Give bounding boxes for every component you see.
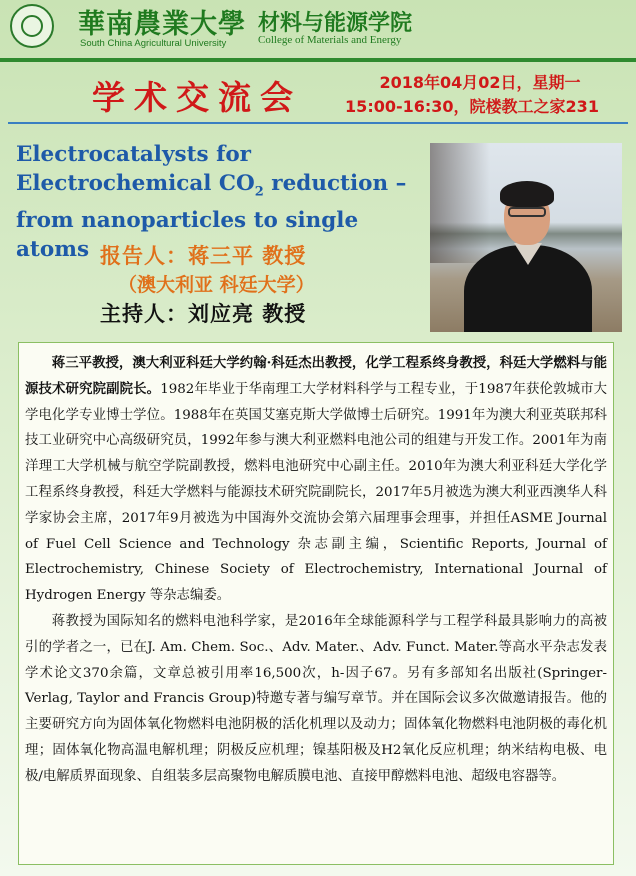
host-line: 主持人：刘应亮 教授: [100, 302, 307, 326]
header: [0, 0, 636, 58]
talk-title-subscript: 2: [254, 184, 264, 200]
bio-paragraph-2: 蒋教授为国际知名的燃料电池科学家，是2016年全球能源科学与工程学科最具影响力的高被引的学者之一，已在J. Am. Chem. Soc.、Adv. Mater.、Adv. Funct. Mater.等高水平杂志发表学术论文370余篇，文章总被引用率16,500次，h-因子67。另有多部知名出版社(Springer-Verlag, Taylor and Francis Group)特邀专著与编写章节。并在国际会议多次做邀请报告。他的主要研究方向为固体氧化物燃料电池阴极的活化机理以及动力；固体氧化物燃料电池阴极的毒化机理；固体氧化物高温电解机理；阴极反应机理；镍基阳极及H2氧化反应机理；纳米结构电极、电极/电解质界面现象、自组装多层高聚物电解质膜电池、直接甲醇燃料电池、超级电容器等。: [25, 613, 607, 784]
event-time-place: 15:00-16:30，院楼教工之家231: [345, 97, 599, 116]
header-rule: [0, 58, 636, 62]
college-name-en: College of Materials and Energy: [258, 34, 402, 46]
event-date: 2018年04月02日，星期一: [379, 73, 581, 92]
bio-paragraph-1-text: 1982年毕业于华南理工大学材料科学与工程专业，于1987年获伦敦城市大学电化学专业博士学位。1988年在英国艾塞克斯大学做博士后研究。1991年为澳大利亚英联邦科技工业研究中心高级研究员，1992年参与澳大利亚燃料电池公司的组建与开发工作。2001年为南洋理工大学机械与航空学院副教授，燃料电池研究中心副主任。2010年为澳大利亚科廷大学化学工程系终身教授，科廷大学燃料与能源技术研究院副院长，2017年5月被选为澳大利亚西澳华人科学家协会主席，2017年9月被选为中国海外交流协会第六届理事会理事，并担任ASME Journal of Fuel Cell Science and Technology 杂志副主编，Scientific Reports, Journal of Electrochemistry, Chinese Society of Electrochemistry, International Journal of Hydrogen Energy 等杂志编委。: [25, 381, 608, 604]
university-name-en: South China Agricultural University: [80, 38, 227, 49]
bio-paragraph-1: [25, 351, 607, 609]
photo-tree: [430, 143, 490, 263]
university-logo: [10, 4, 54, 48]
bio-box: [18, 342, 614, 865]
photo-hair: [500, 181, 554, 207]
speaker-photo: [430, 143, 622, 332]
college-name-cn: 材料与能源学院: [258, 11, 413, 36]
bio-intro-bold: 蒋三平教授，澳大利亚科廷大学约翰·科廷杰出教授，化学工程系终身教授，科廷大学燃料与能源技术研究院副院长。: [25, 355, 607, 397]
speaker-line: 报告人：蒋三平 教授: [100, 244, 307, 268]
event-title: 学术交流会: [92, 78, 302, 117]
photo-glasses: [508, 207, 546, 217]
talk-title-part2: reduction – from nanoparticles to single atoms: [16, 171, 407, 263]
university-name-cn: 華南農業大學: [78, 9, 246, 40]
section-divider: [8, 122, 628, 124]
talk-title-part1: Electrocatalysts for Electrochemical CO: [16, 142, 255, 196]
speaker-affiliation: （澳大利亚 科廷大学）: [118, 274, 315, 296]
